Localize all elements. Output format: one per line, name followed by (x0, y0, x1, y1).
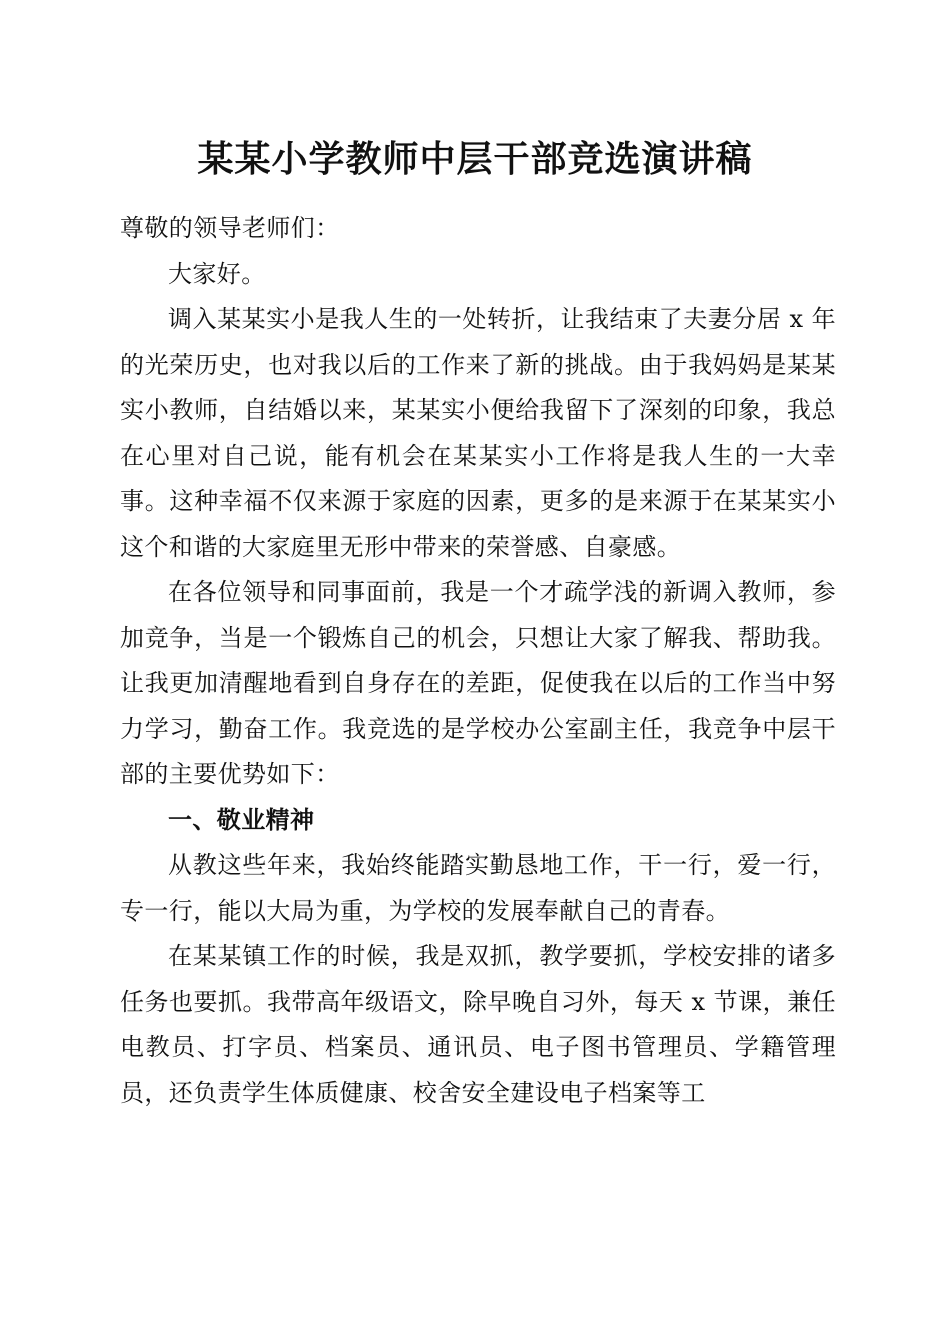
greeting: 大家好。 (168, 259, 266, 288)
paragraph: 在某某镇工作的时候，我是双抓，教学要抓，学校安排的诸多任务也要抓。我带高年级语文，除早晚自习外，每天 x 节课，兼任电教员、打字员、档案员、通讯员、电子图书管理员、学籍管理员，还负责学生体质健康、校舍安全建设电子档案等工 (120, 942, 836, 1107)
paragraph: 从教这些年来，我始终能踏实勤恳地工作，干一行，爱一行，专一行，能以大局为重，为学校的发展奉献自己的青春。 (120, 851, 836, 925)
paragraph: 调入某某实小是我人生的一处转折，让我结束了夫妻分居 x 年的光荣历史，也对我以后的工作来了新的挑战。由于我妈妈是某某实小教师，自结婚以来，某某实小便给我留下了深刻的印象，我总在心里对自己说，能有机会在某某实小工作将是我人生的一大幸事。这种幸福不仅来源于家庭的因素，更多的是来源于在某某实小这个和谐的大家庭里无形中带来的荣誉感、自豪感。 (120, 305, 836, 561)
paragraph: 在各位领导和同事面前，我是一个才疏学浅的新调入教师，参加竞争，当是一个锻炼自己的机会，只想让大家了解我、帮助我。让我更加清醒地看到自身存在的差距，促使我在以后的工作当中努力学习，勤奋工作。我竞选的是学校办公室副主任，我竞争中层干部的主要优势如下： (120, 578, 836, 788)
page-title: 某某小学教师中层干部竞选演讲稿 (197, 138, 753, 180)
document-body (120, 206, 836, 1116)
salutation: 尊敬的领导老师们： (120, 214, 340, 242)
section-heading: 一、敬业精神 (168, 805, 315, 834)
